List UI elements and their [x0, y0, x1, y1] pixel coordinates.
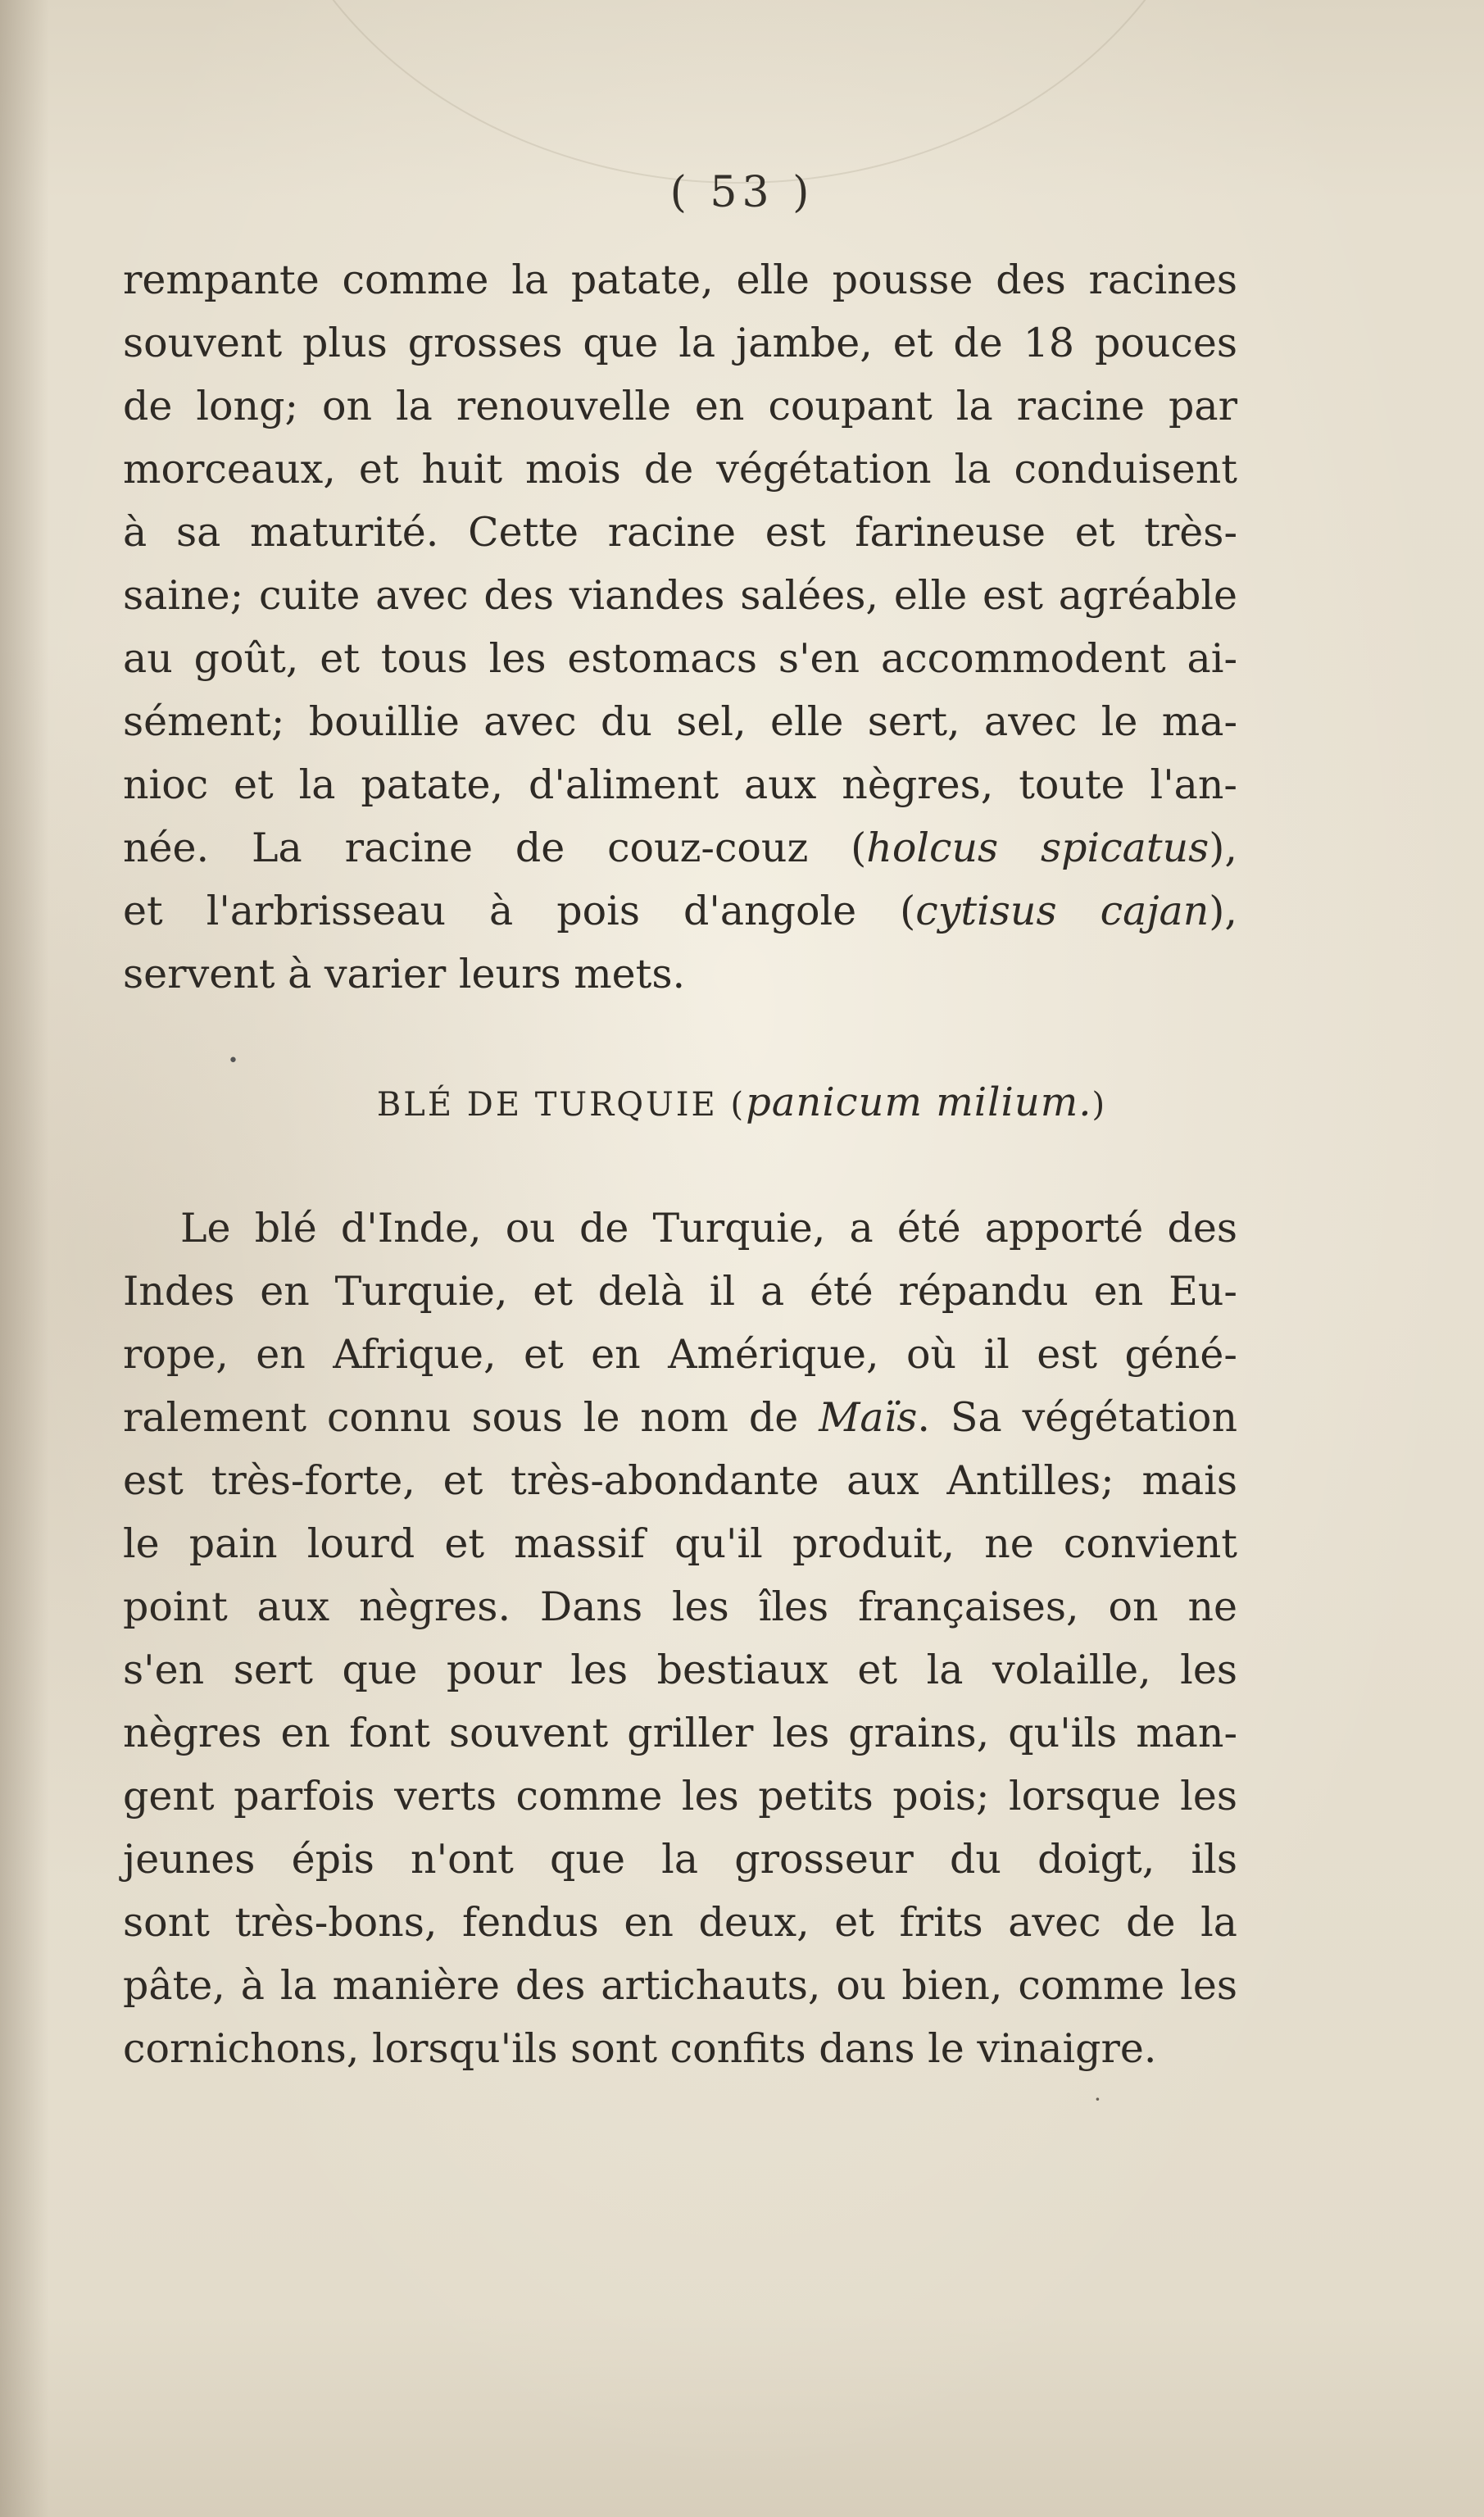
text-line-with-latin: [123, 879, 1237, 943]
stray-ink-mark: •: [228, 1051, 238, 1071]
text-line: au goût, et tous les estomacs s'en accommodent ai-: [123, 635, 1237, 682]
text-line: pâte, à la manière des artichauts, ou bien, comme les: [123, 1962, 1237, 2009]
text-line: à sa maturité. Cette racine est farineuse et très-: [123, 509, 1237, 556]
text-line-with-latin: [123, 816, 1237, 879]
text-fragment: ),: [1209, 825, 1237, 871]
text-line: de long; on la renouvelle en coupant la racine par: [123, 383, 1237, 429]
page-number: ( 53 ): [669, 168, 815, 217]
text-line: rope, en Afrique, et en Amérique, où il est géné-: [123, 1331, 1237, 1378]
text-line: s'en sert que pour les bestiaux et la volaille, les: [123, 1647, 1237, 1693]
ink-speck: ·: [1094, 2086, 1101, 2113]
paragraph-1: [123, 248, 1237, 1006]
text-line: est très-forte, et très-abondante aux Antilles; mais: [123, 1457, 1237, 1504]
text-fragment: et l'arbrisseau à pois d'angole (: [123, 888, 916, 934]
heading-close: ): [1091, 1086, 1108, 1124]
text-line: point aux nègres. Dans les îles françaises, on ne: [123, 1583, 1237, 1630]
text-line: gent parfois verts comme les petits pois; lorsque les: [123, 1773, 1237, 1820]
text-fragment: ),: [1209, 888, 1237, 934]
text-line: jeunes épis n'ont que la grosseur du doigt, ils: [123, 1836, 1237, 1883]
heading-latin-name: panicum milium.: [746, 1079, 1092, 1125]
text-line: souvent plus grosses que la jambe, et de 18 pouces: [123, 320, 1237, 366]
paper-stain-arc: [254, 0, 1224, 184]
heading-title: BLÉ DE TURQUIE (: [376, 1086, 747, 1124]
text-line: cornichons, lorsqu'ils sont confits dans le vinaigre.: [123, 2025, 1157, 2072]
text-line-with-italic: [123, 1386, 1237, 1449]
text-line: nègres en font souvent griller les grains, qu'ils man-: [123, 1710, 1237, 1756]
latin-name-cytisus: cytisus cajan: [915, 888, 1209, 934]
text-fragment: née. La racine de couz-couz (: [123, 825, 867, 871]
text-line: saine; cuite avec des viandes salées, elle est agréable: [123, 572, 1237, 619]
text-line: nioc et la patate, d'aliment aux nègres, toute l'an-: [123, 761, 1237, 808]
text-line: le pain lourd et massif qu'il produit, ne convient: [123, 1520, 1237, 1567]
text-line: sont très-bons, fendus en deux, et frits avec de la: [123, 1899, 1237, 1946]
text-fragment: ralement connu sous le nom de: [123, 1394, 819, 1441]
italic-mais: Maïs: [819, 1394, 918, 1441]
text-line: servent à varier leurs mets.: [123, 951, 686, 997]
text-line: rempante comme la patate, elle pousse des racines: [123, 257, 1237, 303]
text-line: sément; bouillie avec du sel, elle sert, avec le ma-: [123, 698, 1237, 745]
text-line: Indes en Turquie, et delà il a été répandu en Eu-: [123, 1268, 1237, 1315]
text-line: Le blé d'Inde, ou de Turquie, a été apporté des: [180, 1205, 1237, 1252]
latin-name-holcus: holcus spicatus: [866, 825, 1209, 871]
text-line: morceaux, et huit mois de végétation la conduisent: [123, 446, 1237, 493]
page-fold-shadow: [0, 0, 49, 2517]
paragraph-2: [123, 1197, 1237, 2080]
text-fragment: . Sa végétation: [917, 1394, 1237, 1441]
section-heading: [0, 1070, 1484, 1138]
